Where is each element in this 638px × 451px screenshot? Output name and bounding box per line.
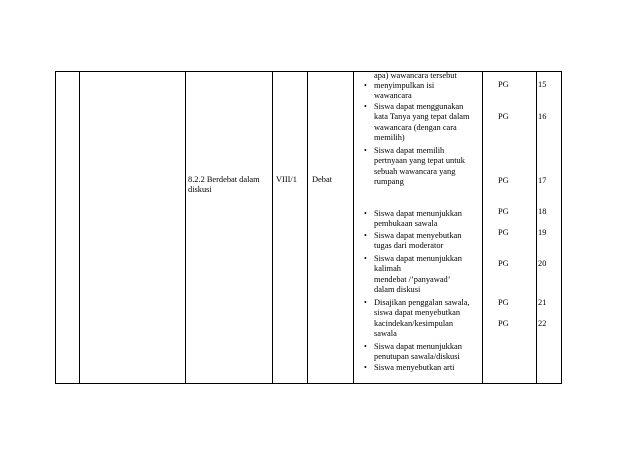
nomor-soal: 17 [538, 176, 547, 185]
column-divider [185, 72, 186, 383]
kompetensi-line: diskusi [188, 185, 212, 195]
bentuk-soal: PG [498, 112, 509, 121]
indikator-item: • Siswa dapat menyebutkan tugas dari moderator [364, 231, 462, 251]
bentuk-soal: PG [498, 228, 509, 237]
column-divider [307, 72, 308, 383]
nomor-soal: 18 [538, 207, 547, 216]
indikator-item: apa) wawancara tersebut [374, 71, 457, 80]
bullet-icon: • [364, 363, 367, 372]
column-divider [272, 72, 273, 383]
indikator-item: • Siswa dapat menunjukkan penutupan sawala/diskusi [364, 342, 462, 362]
nomor-soal: 15 [538, 80, 547, 89]
bullet-icon: • [364, 81, 367, 90]
kisi-kisi-table [55, 71, 562, 384]
indikator-item: • Siswa dapat memilih pertnyaan yang tepat untuk sebuah wawancara yang rumpang [364, 146, 465, 187]
bullet-icon: • [364, 102, 367, 111]
bentuk-soal: PG [498, 207, 509, 216]
bentuk-soal: PG [498, 319, 509, 328]
kompetensi-line: 8.2.2 Berdebat dalam [188, 175, 260, 184]
nomor-soal: 19 [538, 228, 547, 237]
bentuk-soal: PG [498, 298, 509, 307]
column-divider [79, 72, 80, 383]
kompetensi-dasar-cell [188, 175, 260, 196]
column-divider [353, 72, 354, 383]
bullet-icon: • [364, 254, 367, 263]
kelas-semester-cell: VIII/1 [276, 175, 297, 184]
bullet-icon: • [364, 342, 367, 351]
bullet-icon: • [364, 231, 367, 240]
column-divider [482, 72, 483, 383]
indikator-item: • Siswa dapat menggunakan kata Tanya yang tepat dalam wawancara (dengan cara memilih) [364, 102, 470, 143]
nomor-soal: 20 [538, 259, 547, 268]
bullet-icon: • [364, 298, 367, 307]
bullet-icon: • [364, 209, 367, 218]
indikator-item: • Siswa dapat menunjukkan pembukaan sawala [364, 209, 462, 229]
bentuk-soal: PG [498, 176, 509, 185]
bullet-icon: • [364, 146, 367, 155]
bentuk-soal: PG [498, 259, 509, 268]
column-divider [536, 72, 537, 383]
nomor-soal: 21 [538, 298, 547, 307]
indikator-item: • Disajikan penggalan sawala, siswa dapat menyebutkan kacindekan/kesimpulan sawala [364, 298, 470, 339]
materi-cell: Debat [312, 175, 332, 184]
nomor-soal: 16 [538, 112, 547, 121]
bentuk-soal: PG [498, 80, 509, 89]
indikator-item: • Siswa dapat menunjukkan kalimah mendebat /’panyawad’ dalam diskusi [364, 254, 462, 295]
indikator-item: • Siswa menyebutkan arti [364, 363, 455, 372]
indikator-item: • menyimpulkan isi wawancara [364, 81, 435, 101]
nomor-soal: 22 [538, 319, 547, 328]
